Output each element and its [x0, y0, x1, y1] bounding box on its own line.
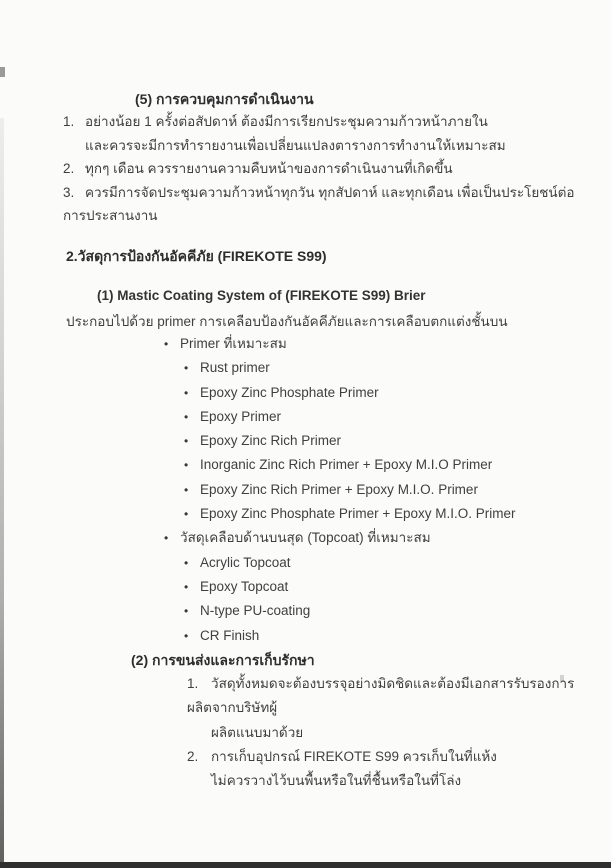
- subsection2-heading: (2) การขนส่งและการเก็บรักษา: [131, 652, 315, 668]
- bullet-item: [0, 429, 611, 453]
- bullet-item-text: Inorganic Zinc Rich Primer + Epoxy M.I.O Primer: [200, 457, 493, 473]
- subsection2-list: [187, 672, 599, 793]
- bullet-item: [0, 356, 611, 380]
- list-item-continuation: [63, 134, 593, 158]
- item-text: ไม่ควรวางไว้บนพื้นหรือในที่ชื้นหรือในที่โล่ง: [211, 773, 462, 789]
- item-number: 2.: [187, 748, 199, 764]
- bullet-item: [0, 453, 611, 477]
- bullet-icon: •: [184, 434, 189, 449]
- item-number: 1.: [187, 676, 199, 691]
- bullet-icon: •: [184, 385, 189, 400]
- bullet-group-label: [0, 526, 611, 550]
- bullet-item: [0, 551, 611, 575]
- bullet-icon: •: [184, 361, 189, 376]
- bullet-icon: •: [184, 482, 189, 497]
- bullet-item-text: Epoxy Zinc Rich Primer: [200, 433, 342, 449]
- item-number: 1.: [63, 114, 75, 129]
- item-text: และควรจะมีการทำรายงานเพื่อเปลี่ยนแปลงตารางการทำงานให้เหมาะสม: [85, 137, 506, 153]
- bullet-item-text: CR Finish: [200, 627, 260, 643]
- list-item: [63, 181, 593, 228]
- list-item-continuation: [187, 769, 599, 793]
- bullet-item-text: Epoxy Zinc Phosphate Primer + Epoxy M.I.O. Primer: [200, 506, 516, 522]
- bullet-group-label: [0, 332, 611, 356]
- bullet-icon: •: [184, 458, 189, 473]
- subsection1-intro: ประกอบไปด้วย primer การเคลือบป้องกันอัคคีภัยและการเคลือบตกแต่งชั้นบน: [66, 314, 508, 329]
- bullet-icon: •: [184, 507, 189, 522]
- bullet-item: [0, 624, 611, 648]
- bullet-icon: •: [184, 555, 189, 570]
- section5-list: [63, 110, 593, 228]
- item-text: ควรมีการจัดประชุมความก้าวหน้าทุกวัน ทุกสัปดาห์ และทุกเดือน เพื่อเป็นประโยชน์ต่อการประสานงาน: [63, 184, 575, 224]
- bullet-item-text: N-type PU-coating: [200, 603, 311, 619]
- subsection1-heading: (1) Mastic Coating System of (FIREKOTE S99) Brier: [97, 288, 426, 303]
- item-text: ผลิตแนบมาด้วย: [211, 724, 304, 740]
- bullet-icon: •: [164, 531, 169, 546]
- bullet-icon: •: [184, 628, 189, 643]
- bullet-item-text: Acrylic Topcoat: [200, 554, 291, 570]
- scan-artifact-left-mark: [0, 67, 5, 77]
- bullet-item: [0, 599, 611, 623]
- bullet-item-text: Epoxy Zinc Phosphate Primer: [200, 384, 379, 400]
- bullet-icon: •: [164, 337, 169, 351]
- list-item: [187, 745, 599, 769]
- bullet-item-text: Epoxy Zinc Rich Primer + Epoxy M.I.O. Primer: [200, 481, 478, 497]
- list-item-continuation: [187, 721, 599, 745]
- list-item: [63, 157, 593, 181]
- bullet-item: [0, 478, 611, 502]
- list-item: [63, 110, 593, 134]
- bullet-item: [0, 502, 611, 526]
- bullet-item-text: Epoxy Topcoat: [200, 578, 289, 594]
- bullet-icon: •: [184, 579, 189, 594]
- item-text: อย่างน้อย 1 ครั้งต่อสัปดาห์ ต้องมีการเรียกประชุมความก้าวหน้าภายใน: [85, 114, 488, 129]
- group-label-text: Primer ที่เหมาะสม: [180, 336, 287, 351]
- section5-heading: (5) การควบคุมการดำเนินงาน: [135, 91, 314, 107]
- list-item: [187, 672, 599, 721]
- item-number: 2.: [63, 161, 75, 177]
- scan-artifact-bottom-bar: [0, 862, 611, 868]
- item-text: การเก็บอุปกรณ์ FIREKOTE S99 ควรเก็บในที่แห้ง: [211, 748, 497, 764]
- coating-bullet-list: [0, 332, 611, 648]
- section2-heading: 2.วัสดุการป้องกันอัคคีภัย (FIREKOTE S99): [66, 248, 327, 264]
- bullet-item: [0, 405, 611, 429]
- bullet-item-text: Rust primer: [200, 360, 270, 376]
- bullet-item: [0, 575, 611, 599]
- bullet-item-text: Epoxy Primer: [200, 408, 282, 424]
- item-text: วัสดุทั้งหมดจะต้องบรรจุอย่างมิดชิดและต้องมีเอกสารรับรองการผลิตจากบริษัทผู้: [187, 676, 575, 716]
- bullet-icon: •: [184, 604, 189, 619]
- group-label-text: วัสดุเคลือบด้านบนสุด (Topcoat) ที่เหมาะสม: [180, 530, 431, 546]
- bullet-item: [0, 381, 611, 405]
- item-number: 3.: [63, 184, 75, 200]
- item-text: ทุกๆ เดือน ควรรายงานความคืบหน้าของการดำเนินงานที่เกิดขึ้น: [85, 161, 453, 177]
- bullet-icon: •: [184, 409, 189, 424]
